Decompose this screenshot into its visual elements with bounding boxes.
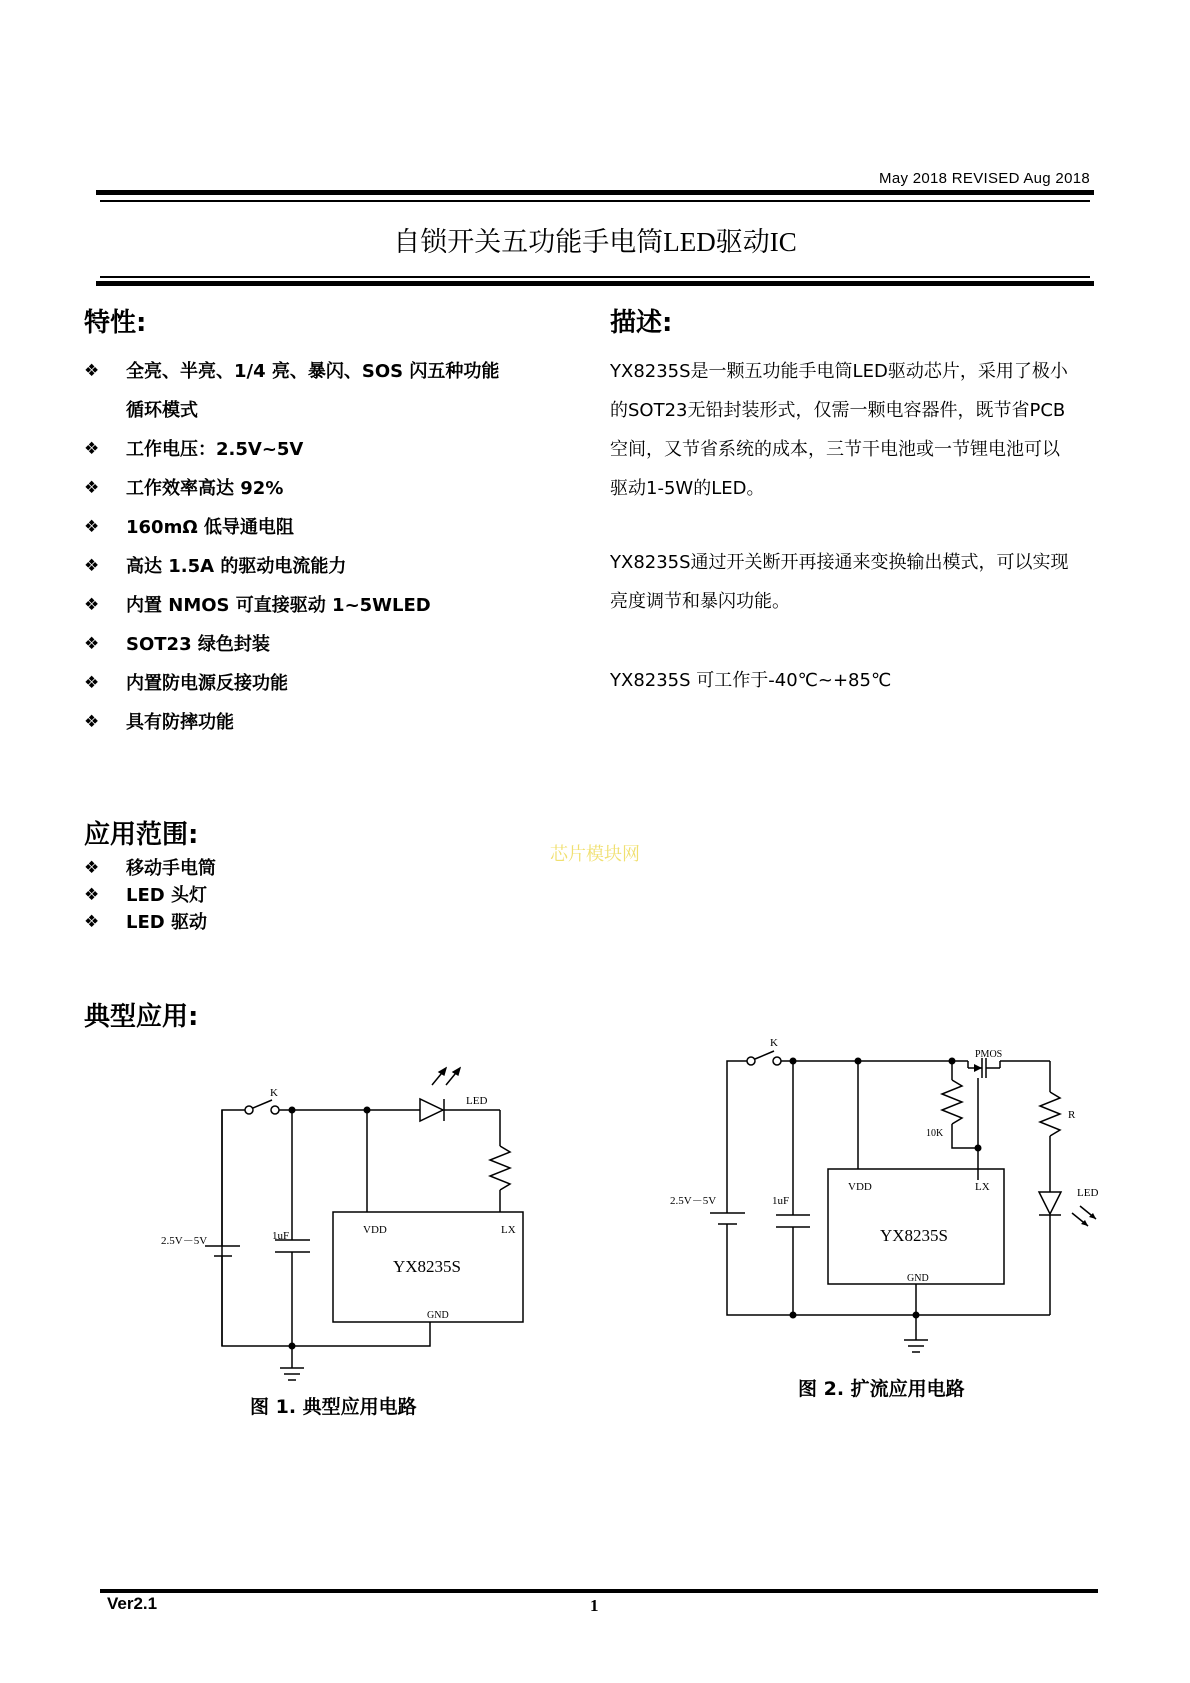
diamond-bullet-icon: ❖ — [84, 634, 100, 654]
revision-date: May 2018 REVISED Aug 2018 — [879, 170, 1090, 187]
application-item: ❖ LED 头灯 — [84, 882, 484, 909]
figure1-caption: 图 1. 典型应用电路 — [250, 1396, 417, 1418]
fig2-vdd-label: VDD — [848, 1181, 872, 1193]
diamond-bullet-icon: ❖ — [84, 595, 100, 615]
description-paragraph-3: YX8235S 可工作于-40℃~+85℃ — [610, 670, 892, 691]
watermark: 芯片模块网 — [550, 844, 640, 865]
fig1-led-label: LED — [466, 1095, 488, 1107]
fig2-switch-label: K — [770, 1037, 778, 1049]
feature-item: ❖ 全亮、半亮、1/4 亮、暴闪、SOS 闪五种功能 — [84, 352, 554, 391]
fig2-r-label: R — [1068, 1109, 1076, 1121]
fig1-voltage-label: 2.5V－5V — [161, 1235, 208, 1247]
figure2-caption: 图 2. 扩流应用电路 — [798, 1378, 965, 1400]
feature-item: ❖ 内置防电源反接功能 — [84, 664, 554, 703]
feature-item-continuation: 循环模式 — [126, 400, 198, 421]
document-title: 自锁开关五功能手电筒LED驱动IC — [393, 227, 797, 257]
application-item: ❖ LED 驱动 — [84, 909, 484, 936]
fig1-cap-label: 1uF — [272, 1230, 290, 1242]
diamond-bullet-icon: ❖ — [84, 361, 100, 381]
fig2-gnd-label: GND — [907, 1273, 929, 1284]
fig2-lx-label: LX — [975, 1181, 990, 1193]
footer-rule — [100, 1589, 1098, 1593]
feature-item: ❖ 高达 1.5A 的驱动电流能力 — [84, 547, 554, 586]
fig1-gnd-label: GND — [427, 1310, 449, 1321]
description-heading: 描述: — [610, 308, 673, 338]
fig1-switch-label: K — [270, 1087, 278, 1099]
fig1-lx-label: LX — [501, 1224, 516, 1236]
diamond-bullet-icon: ❖ — [84, 517, 100, 537]
diamond-bullet-icon: ❖ — [84, 712, 100, 732]
typical-application-heading: 典型应用: — [84, 1002, 199, 1032]
description-paragraph-2: YX8235S通过开关断开再接通来变换输出模式，可以实现 亮度调节和暴闪功能。 — [610, 552, 1069, 612]
diamond-bullet-icon: ❖ — [84, 885, 100, 905]
applications-heading: 应用范围: — [84, 820, 199, 850]
description-paragraph-1: YX8235S是一颗五功能手电筒LED驱动芯片，采用了极小 的SOT23无铅封装形式，仅需一颗电容器件，既节省PCB 空间，又节省系统的成本，三节干电池或一节锂电池可以 驱动1-5W的LED。 — [610, 361, 1068, 499]
fig2-pmos-label: PMOS — [975, 1049, 1003, 1060]
diamond-bullet-icon: ❖ — [84, 858, 100, 878]
application-item: ❖ 移动手电筒 — [84, 855, 484, 882]
feature-item: ❖ 具有防摔功能 — [84, 703, 554, 742]
footer-version: Ver2.1 — [107, 1594, 158, 1613]
feature-item: ❖ 工作电压：2.5V~5V — [84, 430, 554, 469]
diamond-bullet-icon: ❖ — [84, 478, 100, 498]
diamond-bullet-icon: ❖ — [84, 439, 100, 459]
fig2-chip-label: YX8235S — [880, 1226, 949, 1245]
features-heading: 特性: — [84, 308, 147, 338]
diamond-bullet-icon: ❖ — [84, 912, 100, 932]
fig1-vdd-label: VDD — [363, 1224, 387, 1236]
feature-item: ❖ 内置 NMOS 可直接驱动 1~5WLED — [84, 586, 554, 625]
diamond-bullet-icon: ❖ — [84, 673, 100, 693]
feature-item: ❖ 工作效率高达 92% — [84, 469, 554, 508]
fig2-10k-label: 10K — [926, 1128, 944, 1139]
fig2-led-label: LED — [1077, 1187, 1099, 1199]
fig2-cap-label: 1uF — [772, 1195, 790, 1207]
page-number: 1 — [590, 1596, 599, 1615]
fig2-voltage-label: 2.5V－5V — [670, 1195, 717, 1207]
feature-item: ❖ 160mΩ 低导通电阻 — [84, 508, 554, 547]
feature-item: ❖ SOT23 绿色封装 — [84, 625, 554, 664]
fig1-chip-label: YX8235S — [393, 1257, 462, 1276]
diamond-bullet-icon: ❖ — [84, 556, 100, 576]
